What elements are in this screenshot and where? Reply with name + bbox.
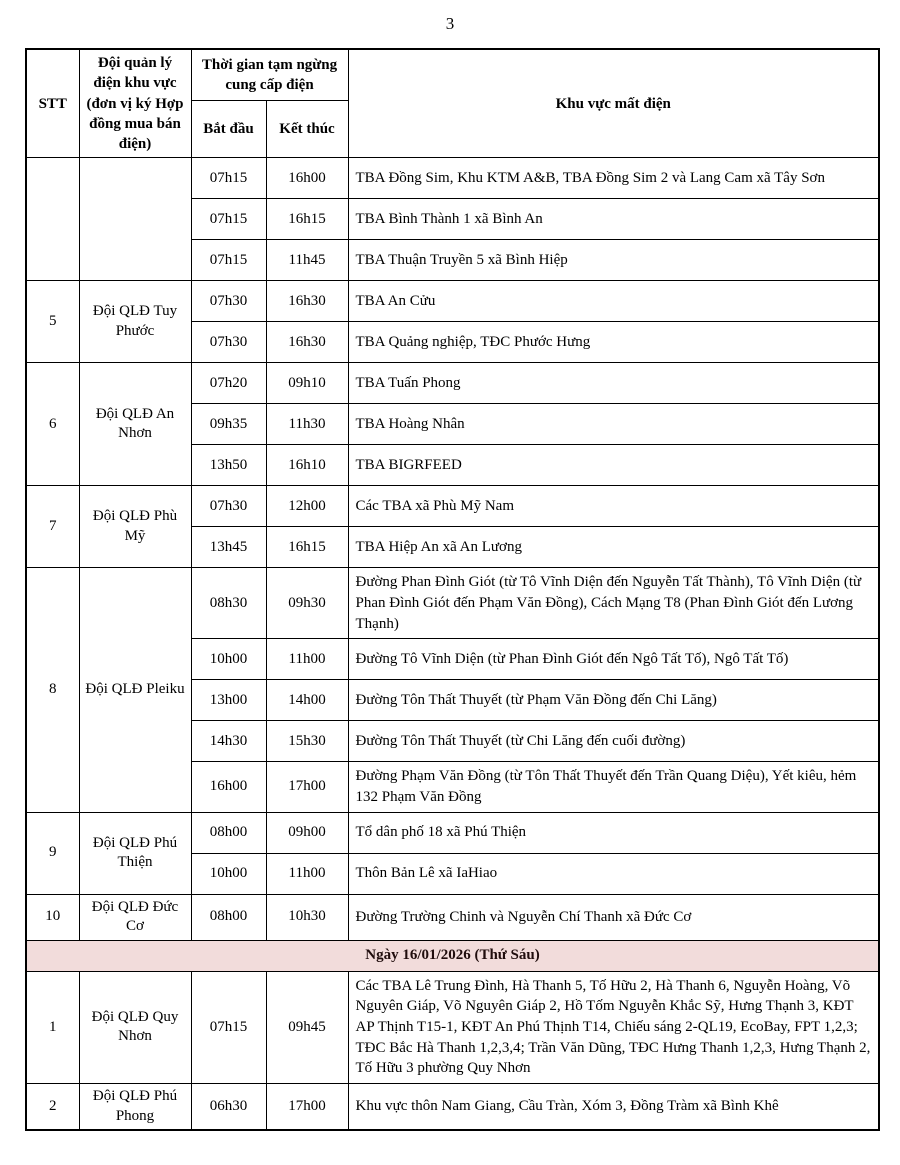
start-time-cell: 16h00 (191, 762, 266, 812)
header-unit: Đội quản lý điện khu vực (đơn vị ký Hợp đồng mua bán điện) (79, 49, 191, 158)
outage-area-cell: Đường Tôn Thất Thuyết (từ Phạm Văn Đồng đến Chi Lăng) (348, 680, 879, 721)
table-row (26, 486, 879, 527)
end-time-cell: 11h30 (266, 404, 348, 445)
header-time-group: Thời gian tạm ngừng cung cấp điện (191, 49, 348, 100)
table-row (26, 812, 879, 853)
end-time-cell: 16h30 (266, 322, 348, 363)
end-time-cell: 14h00 (266, 680, 348, 721)
start-time-cell: 07h30 (191, 322, 266, 363)
start-time-cell: 10h00 (191, 853, 266, 894)
outage-area-cell: Đường Trường Chinh và Nguyễn Chí Thanh xã Đức Cơ (348, 894, 879, 940)
start-time-cell: 07h15 (191, 158, 266, 199)
start-time-cell: 07h20 (191, 363, 266, 404)
stt-cell: 7 (26, 486, 79, 568)
end-time-cell: 11h00 (266, 639, 348, 680)
outage-area-cell: Các TBA Lê Trung Đình, Hà Thanh 5, Tố Hữu 2, Hà Thanh 6, Nguyễn Hoàng, Võ Nguyên Giáp, Võ Nguyên Giáp 2, Hồ Tốm Nguyễn Khắc Sỹ, Hưng Thạnh 3, KĐT AP Thịnh T15-1, KĐT An Phú Thịnh T14, Chiếu sáng 2-QL19, EcoBay, FPT 1,2,3; TĐC Bắc Hà Thanh 1,2,3,4; Trần Văn Dũng, TĐC Hưng Thanh 1,2,3, Hưng Thạnh 2, Tố Hữu 3 phường Quy Nhơn (348, 971, 879, 1083)
date-banner: Ngày 16/01/2026 (Thứ Sáu) (26, 940, 879, 971)
end-time-cell: 16h30 (266, 281, 348, 322)
header-end-time: Kết thúc (266, 100, 348, 158)
date-banner-row (26, 940, 879, 971)
header-area: Khu vực mất điện (348, 49, 879, 158)
outage-area-cell: TBA Đồng Sim, Khu KTM A&B, TBA Đồng Sim 2 và Lang Cam xã Tây Sơn (348, 158, 879, 199)
unit-cell: Đội QLĐ An Nhơn (79, 363, 191, 486)
unit-cell: Đội QLĐ Quy Nhơn (79, 971, 191, 1083)
stt-cell: 8 (26, 568, 79, 812)
unit-cell: Đội QLĐ Đức Cơ (79, 894, 191, 940)
end-time-cell: 10h30 (266, 894, 348, 940)
outage-area-cell: Thôn Bản Lê xã IaHiao (348, 853, 879, 894)
table-row (26, 363, 879, 404)
outage-area-cell: TBA Hoàng Nhân (348, 404, 879, 445)
outage-area-cell: Đường Phạm Văn Đồng (từ Tôn Thất Thuyết đến Trần Quang Diệu), Yết kiêu, hẻm 132 Phạm Văn Đồng (348, 762, 879, 812)
outage-area-cell: Khu vực thôn Nam Giang, Cầu Tràn, Xóm 3, Đồng Tràm xã Bình Khê (348, 1084, 879, 1131)
table-body (26, 158, 879, 1130)
outage-area-cell: Đường Tôn Thất Thuyết (từ Chi Lăng đến cuối đường) (348, 721, 879, 762)
unit-cell: Đội QLĐ Phú Thiện (79, 812, 191, 894)
start-time-cell: 08h00 (191, 894, 266, 940)
stt-cell: 10 (26, 894, 79, 940)
start-time-cell: 09h35 (191, 404, 266, 445)
table-row (26, 568, 879, 639)
end-time-cell: 16h10 (266, 445, 348, 486)
end-time-cell: 09h10 (266, 363, 348, 404)
start-time-cell: 10h00 (191, 639, 266, 680)
end-time-cell: 17h00 (266, 1084, 348, 1131)
end-time-cell: 09h00 (266, 812, 348, 853)
start-time-cell: 07h15 (191, 240, 266, 281)
stt-cell: 2 (26, 1084, 79, 1131)
stt-cell: 6 (26, 363, 79, 486)
outage-area-cell: Đường Phan Đình Giót (từ Tô Vĩnh Diện đến Nguyễn Tất Thành), Tô Vĩnh Diện (từ Phan Đình Giót đến Phạm Văn Đồng), Cách Mạng T8 (Phan Đình Giót đến Lương Thạnh) (348, 568, 879, 639)
stt-cell: 1 (26, 971, 79, 1083)
end-time-cell: 15h30 (266, 721, 348, 762)
end-time-cell: 09h30 (266, 568, 348, 639)
start-time-cell: 08h30 (191, 568, 266, 639)
end-time-cell: 16h00 (266, 158, 348, 199)
unit-cell: Đội QLĐ Phú Phong (79, 1084, 191, 1131)
outage-schedule-table (25, 48, 880, 1131)
outage-area-cell: Các TBA xã Phù Mỹ Nam (348, 486, 879, 527)
outage-area-cell: TBA An Cửu (348, 281, 879, 322)
end-time-cell: 16h15 (266, 527, 348, 568)
outage-area-cell: TBA Hiệp An xã An Lương (348, 527, 879, 568)
start-time-cell: 07h30 (191, 486, 266, 527)
start-time-cell: 08h00 (191, 812, 266, 853)
start-time-cell: 13h45 (191, 527, 266, 568)
outage-area-cell: TBA Thuận Truyền 5 xã Bình Hiệp (348, 240, 879, 281)
start-time-cell: 14h30 (191, 721, 266, 762)
table-row (26, 894, 879, 940)
start-time-cell: 06h30 (191, 1084, 266, 1131)
header-start-time: Bắt đầu (191, 100, 266, 158)
outage-area-cell: TBA BIGRFEED (348, 445, 879, 486)
end-time-cell: 09h45 (266, 971, 348, 1083)
unit-cell: Đội QLĐ Tuy Phước (79, 281, 191, 363)
end-time-cell: 11h45 (266, 240, 348, 281)
end-time-cell: 16h15 (266, 199, 348, 240)
start-time-cell: 13h00 (191, 680, 266, 721)
outage-area-cell: TBA Quảng nghiệp, TĐC Phước Hưng (348, 322, 879, 363)
stt-cell (26, 158, 79, 281)
end-time-cell: 11h00 (266, 853, 348, 894)
outage-area-cell: Đường Tô Vĩnh Diện (từ Phan Đình Giót đến Ngô Tất Tố), Ngô Tất Tố) (348, 639, 879, 680)
outage-area-cell: TBA Tuấn Phong (348, 363, 879, 404)
unit-cell: Đội QLĐ Pleiku (79, 568, 191, 812)
table-row (26, 971, 879, 1083)
start-time-cell: 13h50 (191, 445, 266, 486)
table-row (26, 158, 879, 199)
start-time-cell: 07h15 (191, 199, 266, 240)
table-row (26, 1084, 879, 1131)
outage-area-cell: Tổ dân phố 18 xã Phú Thiện (348, 812, 879, 853)
header-stt: STT (26, 49, 79, 158)
start-time-cell: 07h30 (191, 281, 266, 322)
end-time-cell: 17h00 (266, 762, 348, 812)
outage-area-cell: TBA Bình Thành 1 xã Bình An (348, 199, 879, 240)
page-number: 3 (445, 14, 455, 33)
table-row (26, 281, 879, 322)
stt-cell: 5 (26, 281, 79, 363)
start-time-cell: 07h15 (191, 971, 266, 1083)
unit-cell: Đội QLĐ Phù Mỹ (79, 486, 191, 568)
end-time-cell: 12h00 (266, 486, 348, 527)
unit-cell (79, 158, 191, 281)
stt-cell: 9 (26, 812, 79, 894)
